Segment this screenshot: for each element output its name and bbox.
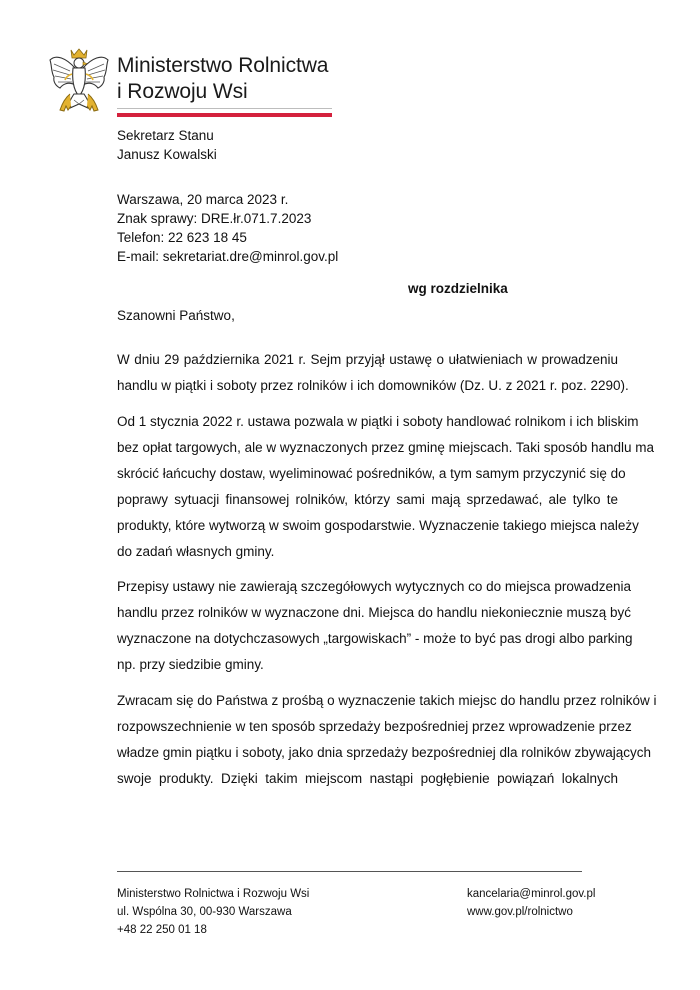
place-date: Warszawa, 20 marca 2023 r.: [117, 192, 289, 207]
body-line: np. przy siedzibie gminy.: [117, 657, 264, 672]
footer-street: ul. Wspólna 30, 00-930 Warszawa: [117, 906, 292, 918]
paragraph: [117, 688, 657, 792]
footer-address: [117, 885, 309, 939]
header-divider-gray: [117, 108, 332, 109]
paragraph: [117, 347, 629, 399]
paragraph: [117, 574, 633, 678]
footer-org: Ministerstwo Rolnictwa i Rozwoju Wsi: [117, 888, 310, 900]
footer-website[interactable]: www.gov.pl/rolnictwo: [467, 906, 573, 918]
salutation: Szanowni Państwo,: [117, 308, 235, 323]
body-line: Przepisy ustawy nie zawierają szczegółowych wytycznych co do miejsca prowadzenia: [117, 579, 631, 594]
case-number: Znak sprawy: DRE.łr.071.7.2023: [117, 211, 312, 226]
sender-title: Sekretarz Stanu: [117, 128, 214, 143]
footer-phone: +48 22 250 01 18: [117, 924, 207, 936]
body-line: Od 1 stycznia 2022 r. ustawa pozwala w piątki i soboty handlować rolnikom i ich bliskim: [117, 413, 639, 429]
body-line: W dniu 29 października 2021 r. Sejm przyjął ustawę o ułatwieniach w prowadzeniu: [117, 352, 618, 367]
white-eagle-emblem-icon: [48, 44, 110, 118]
body-line: bez opłat targowych, ale w wyznaczonych przez gminę miejscach. Taki sposób handlu ma: [117, 439, 655, 455]
footer-contact: [467, 885, 595, 921]
footer-email[interactable]: kancelaria@minrol.gov.pl: [467, 888, 596, 900]
paragraph: [117, 409, 655, 565]
body-line: do zadań własnych gminy.: [117, 543, 275, 559]
body-line: poprawy sytuacji finansowej rolników, którzy sami mają sprzedawać, ale tylko te: [117, 491, 618, 507]
ministry-name: [117, 53, 328, 105]
ministry-name-line2: i Rozwoju Wsi: [117, 80, 248, 103]
body-line: produkty, które wytworzą w swoim gospodarstwie. Wyznaczenie takiego miejsca należy: [117, 517, 639, 533]
body-line: handlu w piątki i soboty przez rolników i ich domowników (Dz. U. z 2021 r. poz. 2290).: [117, 378, 629, 393]
contact-phone: Telefon: 22 623 18 45: [117, 230, 247, 245]
recipient: wg rozdzielnika: [408, 281, 508, 296]
body-line: władze gmin piątku i soboty, jako dnia sprzedaży bezpośredniej dla rolników zbywających: [117, 744, 652, 760]
sender-block: [117, 126, 217, 164]
body-line: swoje produkty. Dzięki takim miejscom nastąpi pogłębienie powiązań lokalnych: [117, 770, 618, 786]
footer-divider: [117, 871, 582, 872]
body-line: handlu przez rolników w wyznaczone dni. Miejsca do handlu niekoniecznie muszą być: [117, 605, 632, 620]
letter-meta: [117, 190, 338, 266]
ministry-name-line1: Ministerstwo Rolnictwa: [117, 54, 329, 77]
sender-name: Janusz Kowalski: [117, 147, 217, 162]
body-line: wyznaczone na dotychczasowych „targowiskach” - może to być pas drogi albo parking: [117, 631, 633, 646]
body-line: rozpowszechnienie w ten sposób sprzedaży bezpośredniej przez wprowadzenie przez: [117, 718, 632, 734]
header-divider-red: [117, 113, 332, 117]
letter-body: [117, 347, 657, 801]
body-line: Zwracam się do Państwa z prośbą o wyznaczenie takich miejsc do handlu przez rolników i: [117, 692, 657, 708]
contact-email: E-mail: sekretariat.dre@minrol.gov.pl: [117, 249, 339, 264]
body-line: skrócić łańcuchy dostaw, wyeliminować pośredników, a tym samym przyczynić się do: [117, 465, 626, 481]
